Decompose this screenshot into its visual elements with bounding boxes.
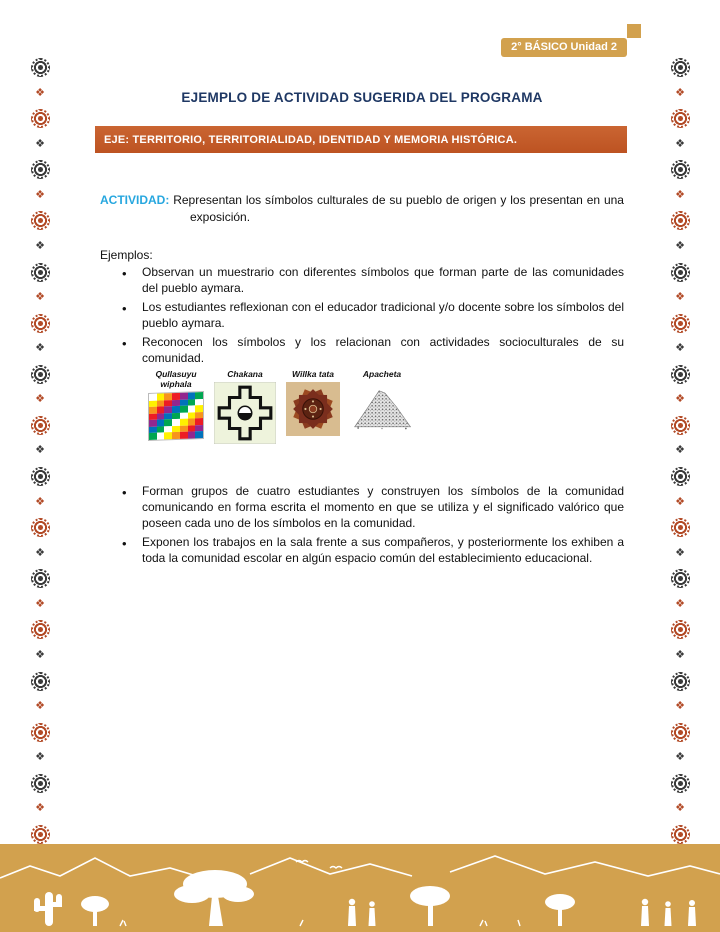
symbol-willka-tata-label: Willka tata bbox=[292, 369, 334, 379]
sun-symbol-image bbox=[286, 382, 340, 436]
list-item: • Exponen los trabajos en la sala frente a sus compañeros, y posteriormente los exhiben a toda la comunidad escolar en algún espacio común del establecimiento educacional. bbox=[100, 535, 624, 567]
list-item: • Reconocen los símbolos y los relacionan con actividades socioculturales de su comunidad. bbox=[100, 335, 624, 367]
footer-landscape bbox=[0, 844, 720, 932]
activity-text: Representan los símbolos culturales de su pueblo de origen y los presentan en una exposición. bbox=[173, 193, 624, 224]
eje-banner-text: EJE: TERRITORIO, TERRITORIALIDAD, IDENTIDAD Y MEMORIA HISTÓRICA. bbox=[104, 133, 518, 146]
examples-list-bottom bbox=[100, 484, 624, 570]
left-ornament-border: ❖ ❖ ❖ ❖ ❖ ❖ ❖ ❖ ❖ ❖ ❖ ❖ ❖ ❖ ❖ bbox=[28, 58, 52, 844]
symbols-figure bbox=[148, 370, 414, 444]
eje-banner bbox=[95, 126, 627, 153]
examples-list-top bbox=[100, 265, 624, 370]
activity-paragraph bbox=[100, 192, 624, 225]
symbol-wiphala bbox=[148, 370, 204, 440]
symbol-chakana bbox=[214, 370, 276, 444]
symbol-wiphala-label: Qullasuyu wiphala bbox=[155, 369, 197, 389]
symbol-willka-tata bbox=[286, 370, 340, 436]
landscape-silhouette-image bbox=[0, 844, 720, 932]
page-title: EJEMPLO DE ACTIVIDAD SUGERIDA DEL PROGRAMA bbox=[181, 90, 543, 105]
symbol-apacheta-label: Apacheta bbox=[362, 369, 402, 379]
badge-corner-square bbox=[627, 24, 641, 38]
unit-badge bbox=[501, 38, 627, 57]
chakana-cross-image bbox=[214, 382, 276, 444]
wiphala-flag-image bbox=[148, 391, 204, 441]
unit-badge-label: 2° BÁSICO Unidad 2 bbox=[511, 41, 617, 53]
list-item: • Observan un muestrario con diferentes símbolos que forman parte de las comunidades del pueblo aymara. bbox=[100, 265, 624, 297]
list-item: • Los estudiantes reflexionan con el educador tradicional y/o docente sobre los símbolos del pueblo aymara. bbox=[100, 300, 624, 332]
symbol-chakana-label: Chakana bbox=[227, 369, 263, 379]
stone-mound-image bbox=[350, 382, 414, 432]
activity-label: ACTIVIDAD: bbox=[100, 193, 170, 207]
right-ornament-border: ❖ ❖ ❖ ❖ ❖ ❖ ❖ ❖ ❖ ❖ ❖ ❖ ❖ ❖ ❖ bbox=[668, 58, 692, 844]
examples-label: Ejemplos: bbox=[100, 248, 153, 262]
list-item: • Forman grupos de cuatro estudiantes y construyen los símbolos de la comunidad comunicando en forma escrita el momento en que se utiliza y el significado valórico que poseen cada uno de los símbolos en la comunidad. bbox=[100, 484, 624, 532]
symbol-apacheta bbox=[350, 370, 414, 432]
